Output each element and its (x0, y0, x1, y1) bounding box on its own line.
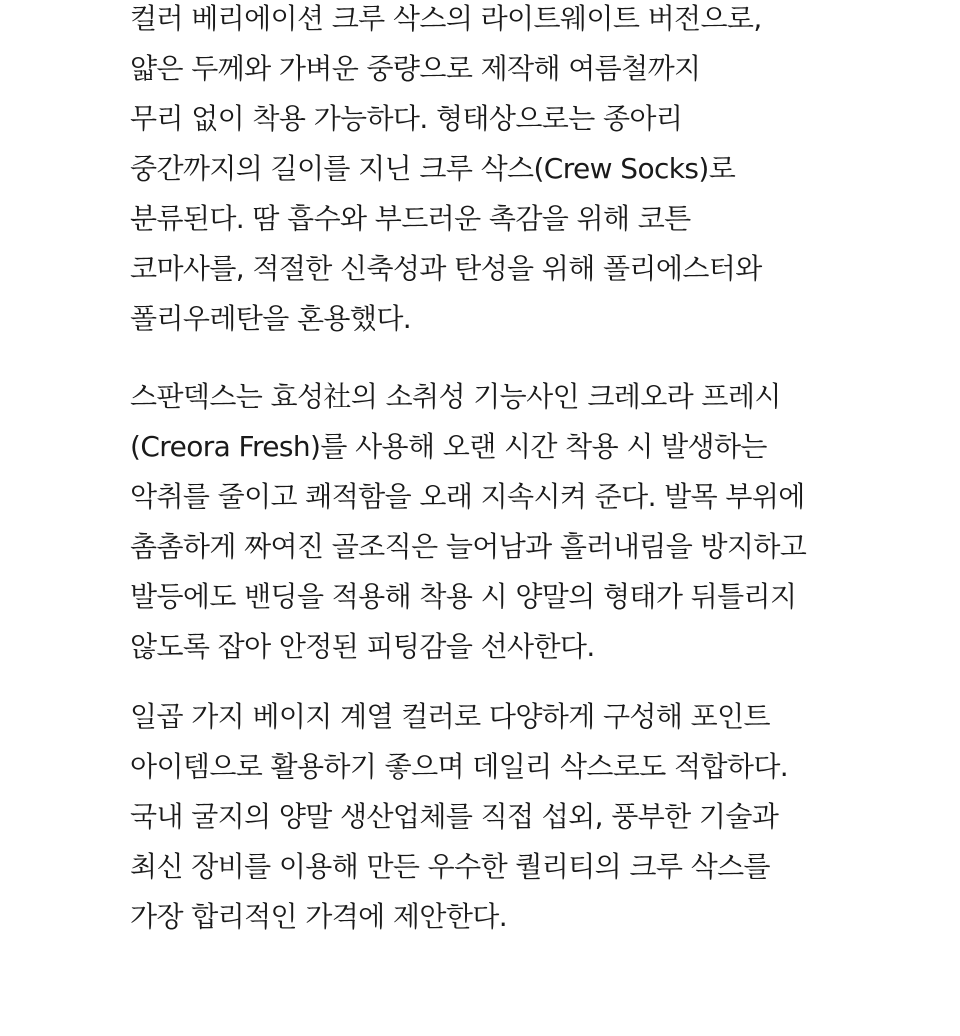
text-line: 중간까지의 길이를 지닌 크루 삭스(Crew Socks)로 (130, 152, 736, 185)
text-line: 발등에도 밴딩을 적용해 착용 시 양말의 형태가 뒤틀리지 (130, 580, 797, 613)
text-line: 일곱 가지 베이지 계열 컬러로 다양하게 구성해 포인트 (130, 700, 770, 733)
text-line: 악취를 줄이고 쾌적함을 오래 지속시켜 준다. 발목 부위에 (130, 480, 805, 513)
text-line: 최신 장비를 이용해 만든 우수한 퀄리티의 크루 삭스를 (130, 850, 770, 883)
text-line: 무리 없이 착용 가능하다. 형태상으로는 종아리 (130, 102, 683, 135)
text-line: 아이템으로 활용하기 좋으며 데일리 삭스로도 적합하다. (130, 750, 789, 783)
paragraph-colors-and-quality (130, 698, 788, 948)
text-line: 가장 합리적인 가격에 제안한다. (130, 900, 508, 933)
text-line: 촘촘하게 짜여진 골조직은 늘어남과 흘러내림을 방지하고 (130, 530, 807, 563)
text-line: 스판덱스는 효성社의 소취성 기능사인 크레오라 프레시 (130, 380, 781, 413)
text-line: 얇은 두께와 가벼운 중량으로 제작해 여름철까지 (130, 52, 701, 85)
paragraph-material-features (130, 378, 806, 678)
paragraph-product-overview (130, 0, 762, 350)
text-line: 않도록 잡아 안정된 피팅감을 선사한다. (130, 630, 595, 663)
text-line: (Creora Fresh)를 사용해 오랜 시간 착용 시 발생하는 (130, 430, 767, 463)
text-line: 분류된다. 땀 흡수와 부드러운 촉감을 위해 코튼 (130, 202, 691, 235)
text-line: 국내 굴지의 양말 생산업체를 직접 섭외, 풍부한 기술과 (130, 800, 779, 833)
text-line: 코마사를, 적절한 신축성과 탄성을 위해 폴리에스터와 (130, 252, 762, 285)
text-line: 컬러 베리에이션 크루 삭스의 라이트웨이트 버전으로, (130, 2, 762, 35)
text-line: 폴리우레탄을 혼용했다. (130, 302, 412, 335)
